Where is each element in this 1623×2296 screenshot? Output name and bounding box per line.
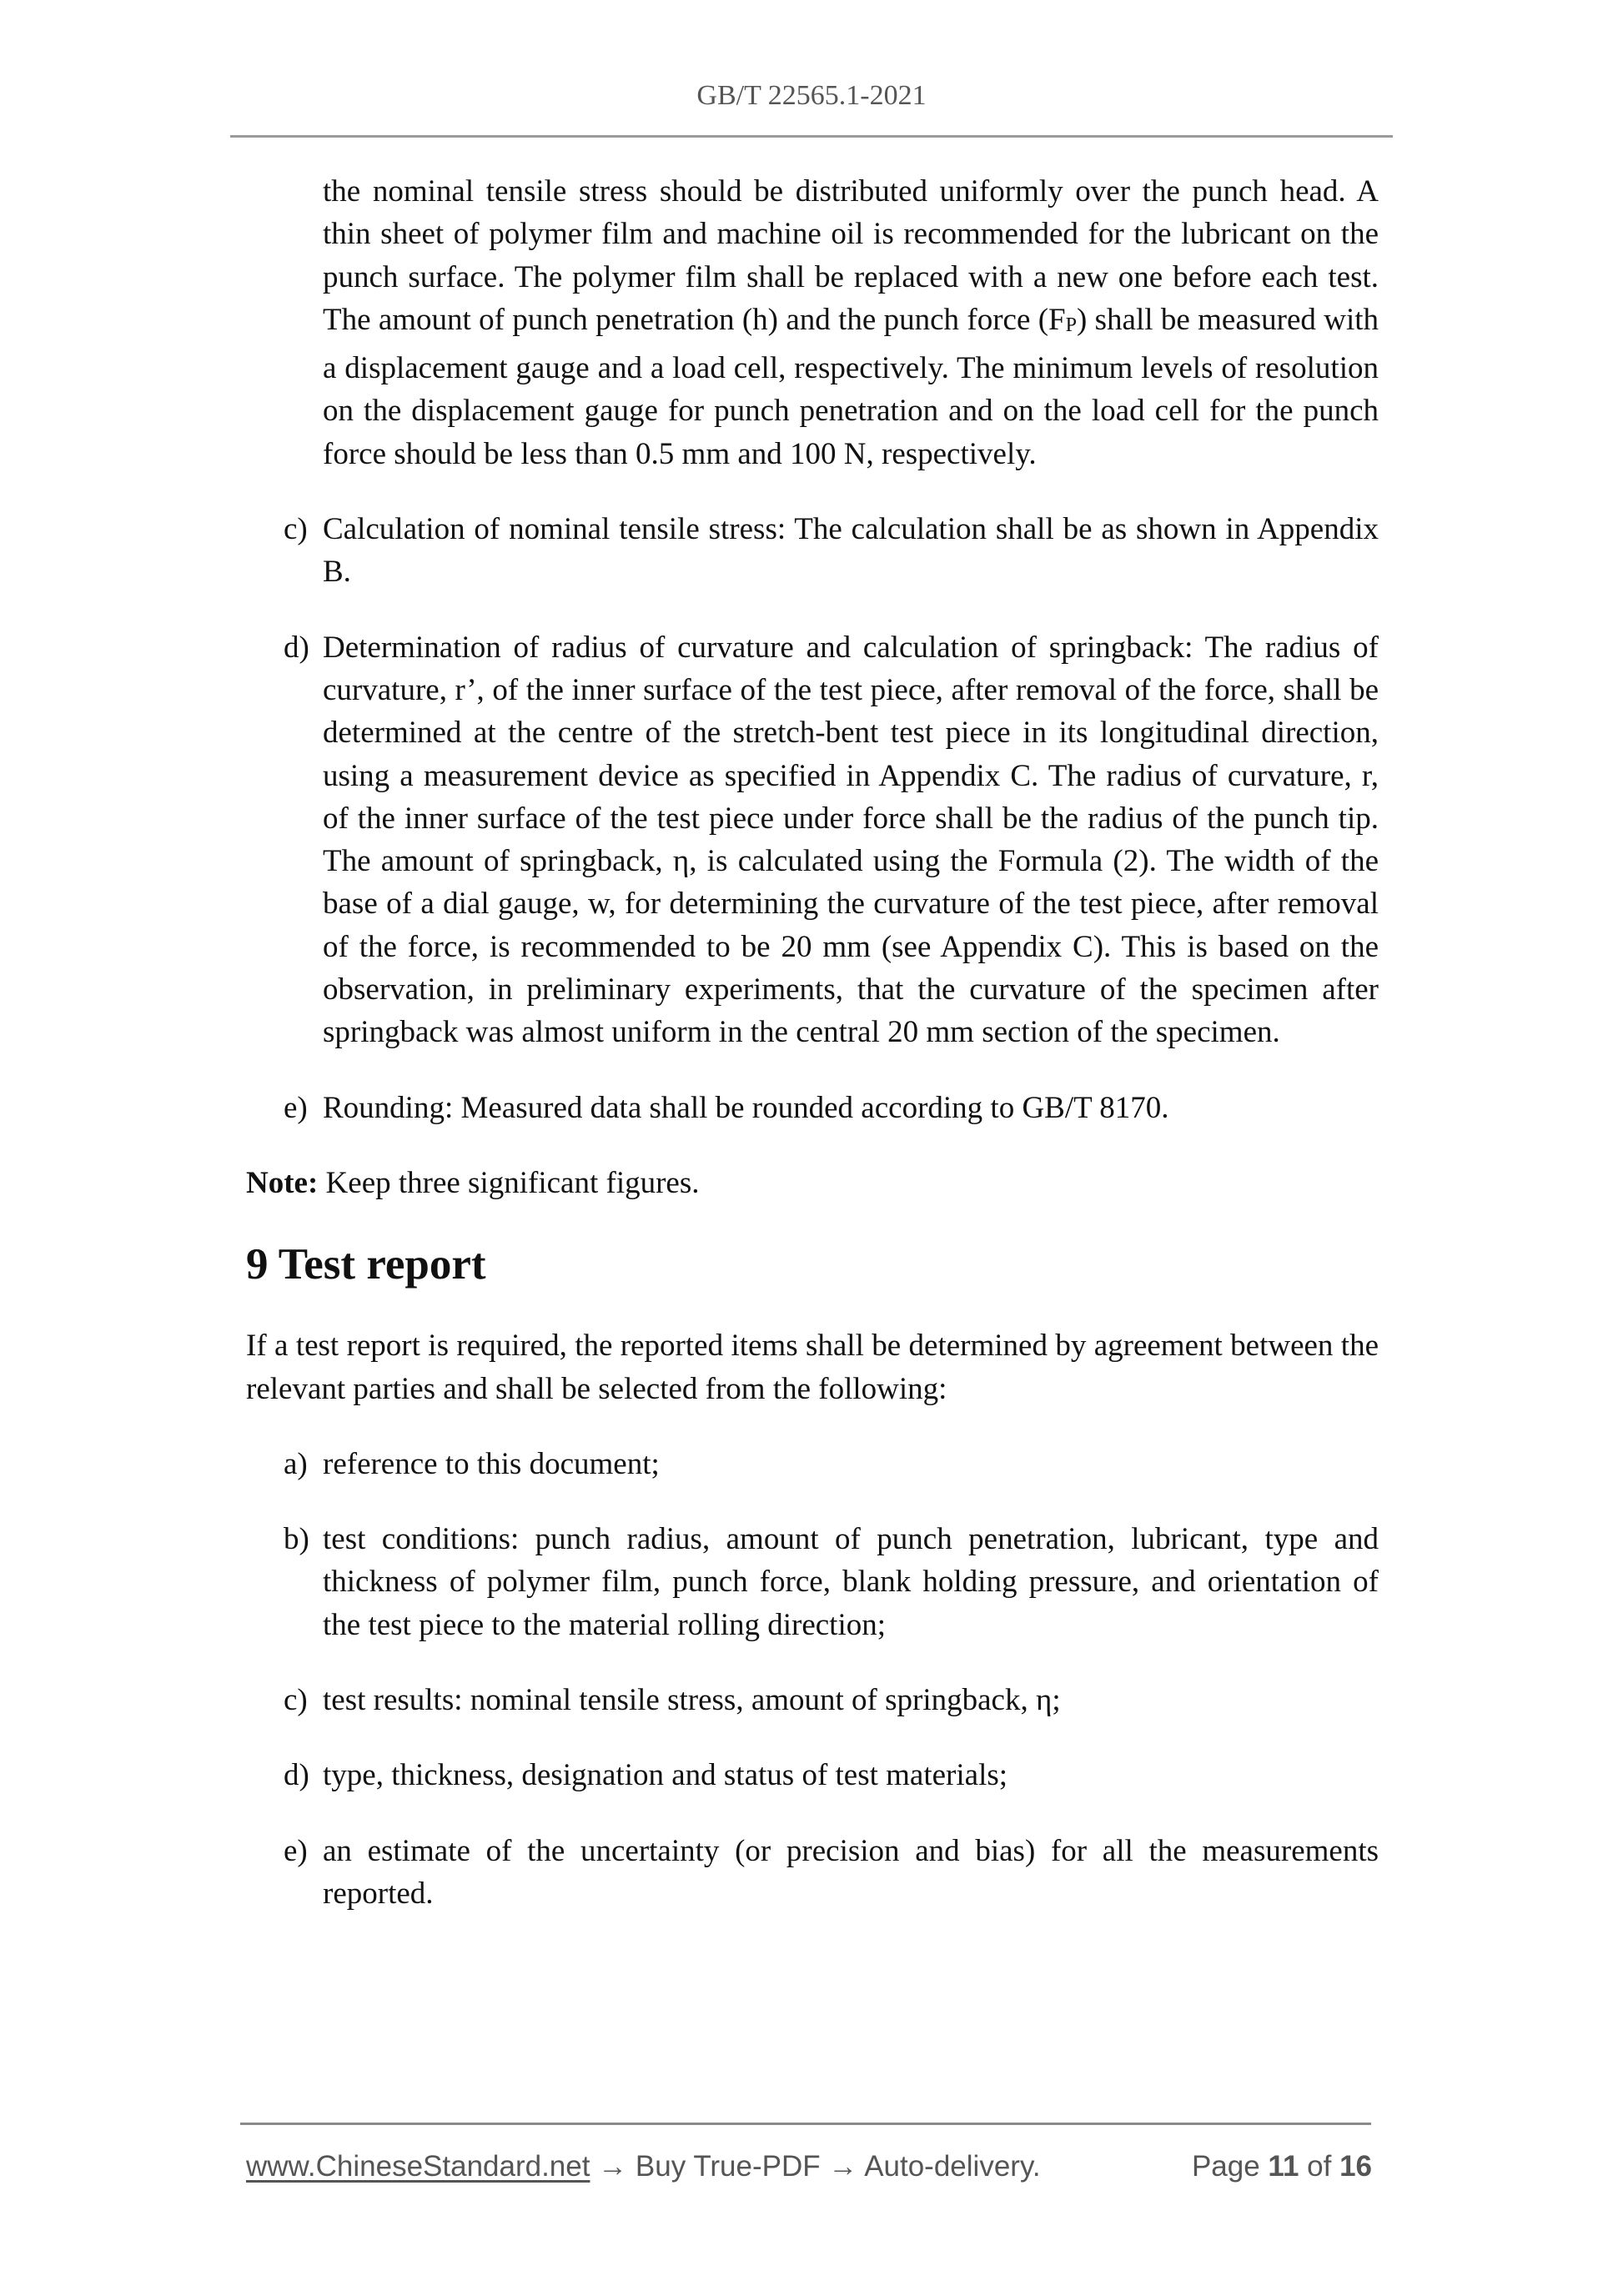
buy-true-pdf-text: Buy True-PDF: [635, 2150, 821, 2183]
section-heading-test-report: 9 Test report: [246, 1240, 486, 1289]
list-item-text: test conditions: punch radius, amount of punch penetration, lubricant, type and thickness of polymer film, punch force, blank holding pressure, and orientation of the test piece to the material rolling direction;: [323, 1522, 1379, 1642]
list-marker: e): [284, 1090, 308, 1125]
list-marker: d): [284, 630, 309, 665]
note: [246, 1162, 1379, 1204]
continued-list-item-text: the nominal tensile stress should be distributed uniformly over the punch head. A thin sheet of polymer film and machine oil is recommended for the lubricant on the punch surface. The polymer film shall be replaced with a new one before each test. The amount of punch penetration (h) and the punch force (FP) shall be measured with a displacement gauge and a load cell, respectively. The minimum levels of resolution on the displacement gauge for punch penetration and on the load cell for the punch force should be less than 0.5 mm and 100 N, respectively.: [323, 174, 1379, 471]
section-intro: If a test report is required, the reported items shall be determined by agreement between the relevant parties and shall be selected from the following:: [246, 1329, 1379, 1406]
footer-promo: [246, 2150, 1041, 2183]
total-pages: 16: [1339, 2150, 1372, 2183]
arrow-right-icon: →: [590, 2150, 636, 2183]
footer-divider: [240, 2123, 1371, 2125]
report-item-d: [246, 1754, 1379, 1796]
list-marker: d): [284, 1758, 309, 1793]
report-item-c: [246, 1679, 1379, 1721]
subscript-p: P: [1065, 314, 1077, 336]
procedure-item-d: [246, 626, 1379, 1054]
list-marker: a): [284, 1446, 308, 1481]
procedure-item-c: [246, 508, 1379, 594]
list-item-text: Calculation of nominal tensile stress: The calculation shall be as shown in Appendix B.: [323, 512, 1379, 590]
header-divider: [230, 135, 1393, 138]
list-marker: b): [284, 1522, 309, 1557]
document-body: [246, 170, 1379, 1915]
list-item-text: test results: nominal tensile stress, amount of springback, η;: [323, 1683, 1061, 1718]
list-marker: c): [284, 512, 308, 547]
list-marker: e): [284, 1833, 308, 1868]
report-item-e: [246, 1830, 1379, 1916]
list-marker: c): [284, 1683, 308, 1718]
current-page: 11: [1268, 2150, 1299, 2183]
auto-delivery-text: Auto-delivery.: [864, 2150, 1041, 2183]
note-label: Note:: [246, 1165, 319, 1200]
page-number: Page 11 of 16: [1191, 2150, 1372, 2183]
procedure-item-e: [246, 1087, 1379, 1129]
page-header-doc-code: GB/T 22565.1-2021: [696, 80, 927, 111]
report-item-b: [246, 1518, 1379, 1646]
arrow-right-icon: →: [820, 2150, 865, 2183]
list-item-text: reference to this document;: [323, 1446, 660, 1481]
note-text: Keep three significant figures.: [318, 1165, 700, 1200]
website-link[interactable]: www.ChineseStandard.net: [246, 2150, 590, 2183]
page-footer: [246, 2150, 1372, 2192]
list-item-text: type, thickness, designation and status of test materials;: [323, 1758, 1008, 1793]
list-item-text: Determination of radius of curvature and calculation of springback: The radius of curvature, r’, of the inner surface of the test piece, after removal of the force, shall be determined at the centre of the stretch-bent test piece in its longitudinal direction, using a measurement device as specified in Appendix C. The radius of curvature, r, of the inner surface of the test piece under force shall be the radius of the punch tip. The amount of springback, η, is calculated using the Formula (2). The width of the base of a dial gauge, w, for determining the curvature of the test piece, after removal of the force, is recommended to be 20 mm (see Appendix C). This is based on the observation, in preliminary experiments, that the curvature of the specimen after springback was almost uniform in the central 20 mm section of the specimen.: [323, 630, 1379, 1050]
list-item-text: Rounding: Measured data shall be rounded according to GB/T 8170.: [323, 1090, 1169, 1125]
report-item-a: [246, 1443, 1379, 1485]
list-item-text: an estimate of the uncertainty (or precision and bias) for all the measurements reported.: [323, 1833, 1379, 1911]
